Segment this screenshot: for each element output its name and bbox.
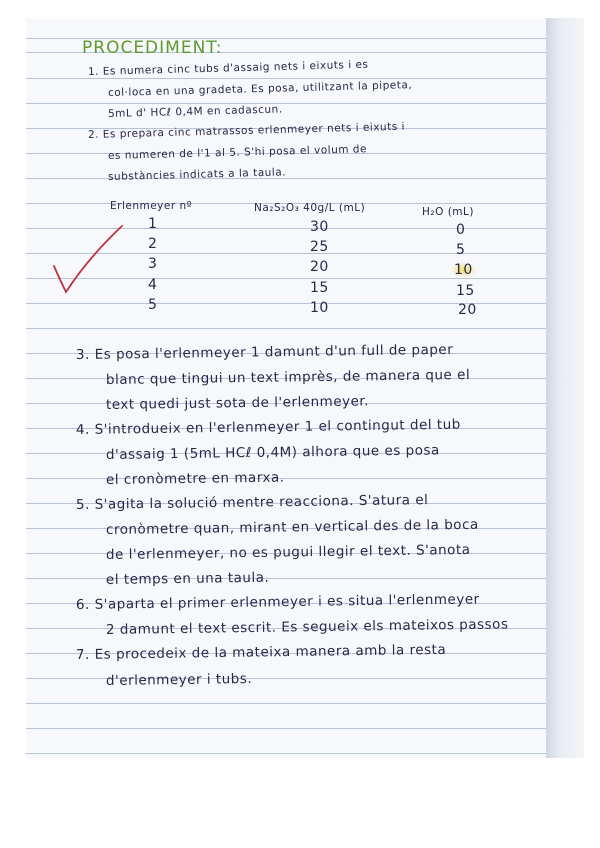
step-line: el temps en una taula. (105, 569, 270, 588)
table-cell: 1 (148, 216, 158, 232)
table-cell: 3 (148, 256, 158, 272)
step-line: es numeren de l'1 al 5. S'hi posa el volum de (107, 143, 368, 162)
procedure-heading: PROCEDIMENT: (82, 38, 223, 58)
step-line: 5. S'agita la solució mentre reacciona. S'atura el (75, 492, 429, 513)
step-line: de l'erlenmeyer, no es pugui llegir el text. S'anota (105, 541, 471, 563)
step-line: 1. Es numera cinc tubs d'assaig nets i eixuts i es (87, 58, 369, 78)
table-cell: 20 (310, 259, 329, 275)
step-line: el cronòmetre en marxa. (105, 469, 285, 488)
step-line: blanc que tingui un text imprès, de manera que el (105, 366, 471, 388)
table-cell: 5 (148, 297, 158, 313)
red-check-mark-icon (48, 218, 128, 308)
notebook-page (26, 18, 546, 758)
step-line: cronòmetre quan, mirant en vertical des de la boca (105, 516, 479, 538)
table-header-erlenmeyer: Erlenmeyer nº (110, 200, 193, 212)
step-line: text quedi just sota de l'erlenmeyer. (105, 393, 370, 413)
table-cell: 15 (310, 280, 329, 296)
step-line: d'erlenmeyer i tubs. (105, 670, 253, 689)
table-cell: 2 (148, 236, 158, 252)
step-line: substàncies indicats a la taula. (107, 166, 287, 183)
step-line: 2. Es prepara cinc matrassos erlenmeyer nets i eixuts i (87, 120, 406, 141)
table-cell: 5 (456, 242, 466, 258)
step-line: 5mL d' HCℓ 0,4M en cadascun. (107, 103, 283, 120)
step-line: 6. S'aparta el primer erlenmeyer i es situa l'erlenmeyer (75, 591, 480, 613)
table-cell: 10 (310, 300, 329, 316)
step-line: 3. Es posa l'erlenmeyer 1 damunt d'un full de paper (75, 341, 454, 363)
table-header-thiosulfate: Na₂S₂O₃ 40g/L (mL) (254, 202, 366, 214)
table-cell: 15 (456, 283, 475, 299)
table-cell: 25 (310, 239, 329, 255)
step-line: 2 damunt el text escrit. Es segueix els mateixos passos (105, 616, 509, 638)
table-cell: 4 (148, 277, 158, 293)
table-cell: 0 (456, 222, 466, 238)
step-line: 4. S'introdueix en l'erlenmeyer 1 el contingut del tub (75, 416, 461, 438)
notebook-photo (26, 18, 584, 758)
step-line: d'assaig 1 (5mL HCℓ 0,4M) alhora que es posa (105, 442, 440, 463)
step-line: col·loca en una gradeta. Es posa, utilitzant la pipeta, (107, 79, 413, 99)
step-line: 7. Es procedeix de la mateixa manera amb la resta (75, 641, 447, 663)
table-cell: 20 (458, 302, 477, 318)
table-cell-highlighted: 10 (450, 262, 477, 278)
notebook-binding (546, 18, 584, 758)
table-header-water: H₂O (mL) (422, 206, 474, 218)
table-cell: 30 (310, 219, 329, 235)
